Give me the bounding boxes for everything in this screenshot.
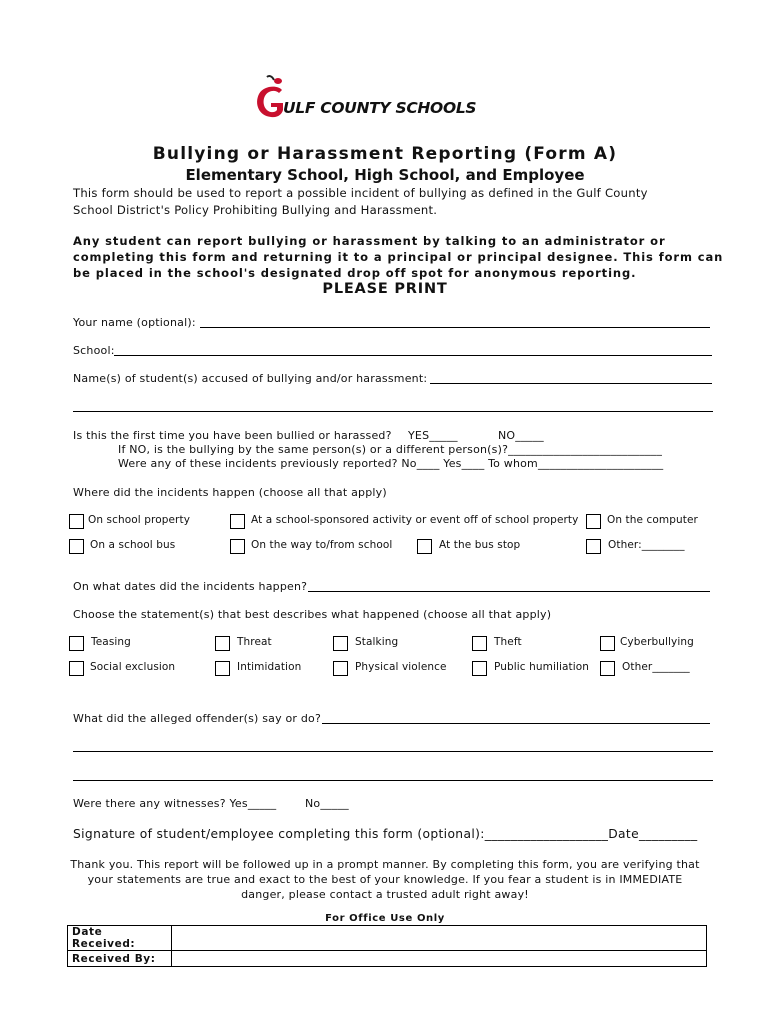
offender-field[interactable] — [322, 723, 710, 724]
logo-text: ULF COUNTY SCHOOLS — [283, 99, 477, 117]
form-subtitle: Elementary School, High School, and Employee — [185, 166, 585, 184]
checkbox-bus-stop[interactable] — [417, 539, 432, 554]
instruction-line-1: Any student can report bullying or harassment by talking to an administrator or — [73, 234, 666, 248]
school-label: School: — [73, 344, 115, 357]
thank-you-line-3: danger, please contact a trusted adult right away! — [241, 888, 529, 901]
offender-field-line-2[interactable] — [73, 751, 713, 752]
checkbox-on-the-computer[interactable] — [586, 514, 601, 529]
option-theft: Theft — [494, 636, 522, 648]
checkbox-threat[interactable] — [215, 636, 230, 651]
checkbox-theft[interactable] — [472, 636, 487, 651]
option-way-to-from-school: On the way to/from school — [251, 539, 393, 551]
option-stalking: Stalking — [355, 636, 399, 648]
checkbox-school-sponsored-activity[interactable] — [230, 514, 245, 529]
district-logo — [252, 74, 492, 122]
accused-label: Name(s) of student(s) accused of bullying and/or harassment: — [73, 372, 428, 385]
first-time-yes[interactable]: YES_____ — [408, 429, 458, 442]
option-threat: Threat — [237, 636, 272, 648]
checkbox-other-statement[interactable] — [600, 661, 615, 676]
form-title: Bullying or Harassment Reporting (Form A) — [152, 144, 618, 164]
option-on-school-property: On school property — [88, 514, 191, 526]
witnesses-no[interactable]: No_____ — [305, 797, 349, 810]
thank-you-line-2: your statements are true and exact to the best of your knowledge. If you fear a student is in IMMEDIATE — [87, 873, 683, 886]
thank-you-line-1: Thank you. This report will be followed up in a prompt manner. By completing this form, you are verifying that — [70, 858, 700, 871]
office-use-heading: For Office Use Only — [325, 913, 445, 924]
offender-field-line-3[interactable] — [73, 780, 713, 781]
your-name-field[interactable] — [200, 327, 710, 328]
checkbox-public-humiliation[interactable] — [472, 661, 487, 676]
option-public-humiliation: Public humiliation — [494, 661, 590, 673]
dates-label: On what dates did the incidents happen? — [73, 580, 308, 593]
option-other-statement: Other_______ — [622, 661, 690, 673]
intro-line-1: This form should be used to report a possible incident of bullying as defined in the Gulf County — [73, 186, 648, 200]
instruction-line-2: completing this form and returning it to a principal or principal designee. This form can — [73, 250, 724, 264]
first-time-no[interactable]: NO_____ — [498, 429, 544, 442]
where-label: Where did the incidents happen (choose all that apply) — [73, 486, 387, 499]
date-received-label: Date Received: — [68, 926, 172, 951]
checkbox-other-location[interactable] — [586, 539, 601, 554]
dates-field[interactable] — [308, 591, 710, 592]
option-on-the-computer: On the computer — [607, 514, 698, 526]
first-time-question: Is this the first time you have been bullied or harassed? — [73, 429, 392, 442]
checkbox-on-school-bus[interactable] — [69, 539, 84, 554]
witnesses-yes[interactable]: Were there any witnesses? Yes_____ — [73, 797, 277, 810]
school-field[interactable] — [114, 355, 712, 356]
checkbox-on-school-property[interactable] — [69, 514, 84, 529]
office-use-table — [67, 925, 707, 967]
signature-field[interactable]: Signature of student/employee completing this form (optional):___________________Date_________ — [73, 827, 698, 841]
received-by-value[interactable] — [172, 951, 707, 967]
instruction-line-3: be placed in the school's designated drop off spot for anonymous reporting. — [73, 266, 637, 280]
checkbox-physical-violence[interactable] — [333, 661, 348, 676]
option-teasing: Teasing — [91, 636, 131, 648]
checkbox-cyberbullying[interactable] — [600, 636, 615, 651]
received-by-label: Received By: — [68, 951, 172, 967]
option-bus-stop: At the bus stop — [439, 539, 521, 551]
statements-label: Choose the statement(s) that best describes what happened (choose all that apply) — [73, 608, 552, 621]
checkbox-social-exclusion[interactable] — [69, 661, 84, 676]
option-on-school-bus: On a school bus — [90, 539, 176, 551]
option-other-location: Other:________ — [608, 539, 685, 551]
checkbox-teasing[interactable] — [69, 636, 84, 651]
date-received-value[interactable] — [172, 926, 707, 951]
your-name-label: Your name (optional): — [73, 316, 196, 329]
option-intimidation: Intimidation — [237, 661, 302, 673]
previously-reported-question[interactable]: Were any of these incidents previously reported? No____ Yes____ To whom______________________ — [118, 457, 664, 470]
accused-field[interactable] — [430, 383, 712, 384]
checkbox-way-to-from-school[interactable] — [230, 539, 245, 554]
checkbox-intimidation[interactable] — [215, 661, 230, 676]
same-person-question[interactable]: If NO, is the bullying by the same person(s) or a different person(s)?___________________________ — [118, 443, 663, 456]
please-print-heading: PLEASE PRINT — [322, 281, 448, 297]
offender-label: What did the alleged offender(s) say or do? — [73, 712, 321, 725]
intro-line-2: School District's Policy Prohibiting Bullying and Harassment. — [73, 203, 438, 217]
option-cyberbullying: Cyberbullying — [620, 636, 694, 648]
option-school-sponsored-activity: At a school-sponsored activity or event off of school property — [251, 514, 579, 526]
checkbox-stalking[interactable] — [333, 636, 348, 651]
option-physical-violence: Physical violence — [355, 661, 447, 673]
accused-field-continued[interactable] — [73, 411, 713, 412]
option-social-exclusion: Social exclusion — [90, 661, 176, 673]
